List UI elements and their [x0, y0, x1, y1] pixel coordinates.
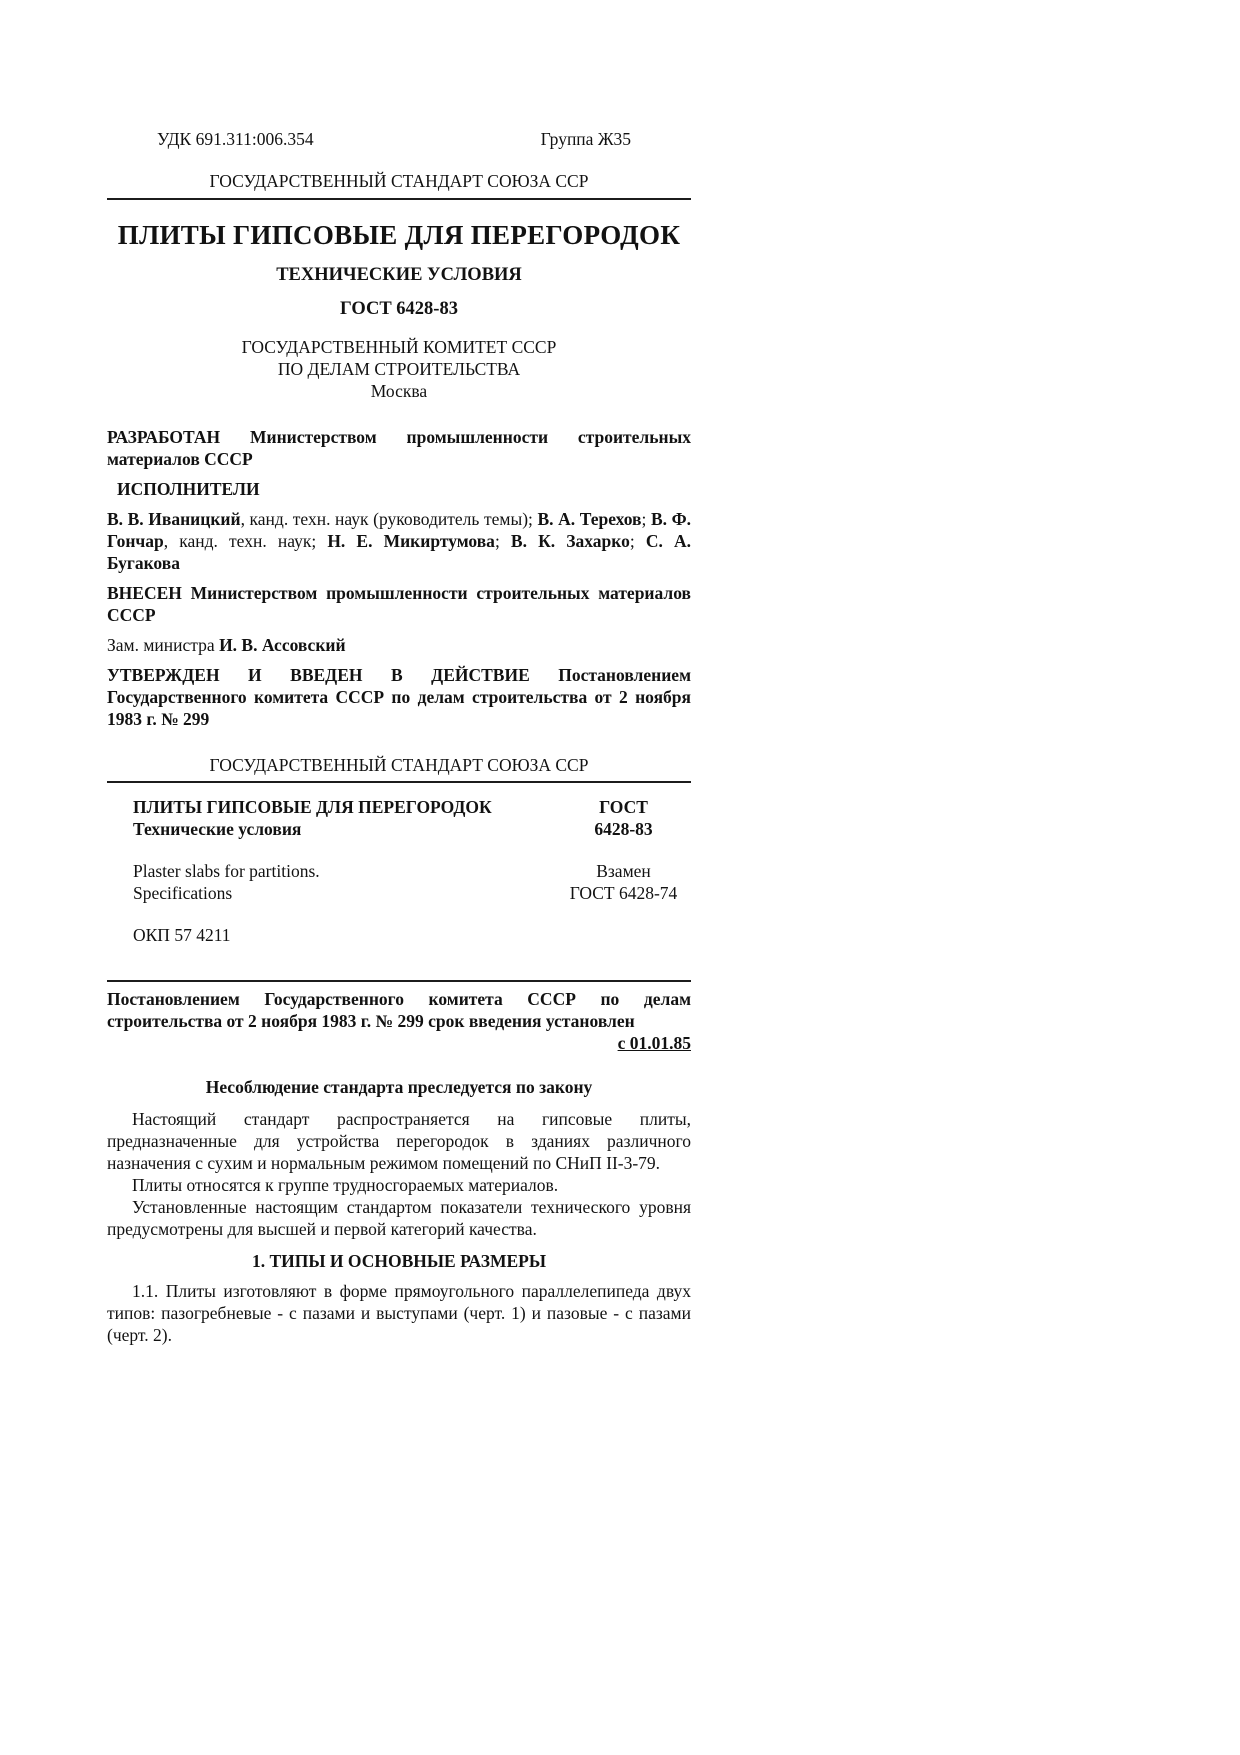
separator-1: ; — [641, 509, 651, 529]
committee-line1: ГОСУДАРСТВЕННЫЙ КОМИТЕТ СССР — [241, 337, 557, 357]
scope-paragraph: Настоящий стандарт распространяется на гипсовые плиты, предназначенные для устройства перегородок в зданиях различного назначения с сухим и нормальным режимом помещений по СНиП II-3-79. — [107, 1109, 691, 1173]
title-block-left — [107, 796, 556, 840]
approved-paragraph: УТВЕРЖДЕН И ВВЕДЕН В ДЕЙСТВИЕ Постановлением Государственного комитета СССР по делам строительства от 2 ноября 1983 г. № 299 — [107, 665, 691, 729]
executor-name-3: В. Ф. Гончар — [107, 509, 691, 551]
title-block — [107, 796, 691, 840]
replaces-value: ГОСТ 6428-74 — [569, 883, 678, 903]
english-block-left — [107, 860, 556, 904]
quality-paragraph: Установленные настоящим стандартом показатели технического уровня предусмотрены для высшей и первой категорий качества. — [107, 1197, 691, 1239]
committee-city: Москва — [370, 381, 428, 401]
horizontal-rule-enactment — [107, 980, 691, 982]
enactment-date: с 01.01.85 — [617, 1033, 691, 1053]
replaces-label: Взамен — [596, 861, 651, 881]
clause-1-1-paragraph: 1.1. Плиты изготовляют в форме прямоугольного параллелепипеда двух типов: пазогребневые - с пазами и выступами (черт. 1) и пазовые - с пазами (черт. 2). — [107, 1281, 691, 1345]
executor-name-6: С. А. Бугакова — [107, 531, 691, 573]
committee-line2: ПО ДЕЛАМ СТРОИТЕЛЬСТВА — [277, 359, 521, 379]
deputy-name: И. В. Ассовский — [219, 635, 346, 655]
standard-union-header: ГОСУДАРСТВЕННЫЙ СТАНДАРТ СОЮЗА ССР — [209, 171, 589, 191]
replaces-block — [556, 860, 691, 904]
document-title: ПЛИТЫ ГИПСОВЫЕ ДЛЯ ПЕРЕГОРОДОК — [117, 220, 681, 250]
executor-role-1: , канд. техн. наук (руководитель темы); — [240, 509, 538, 529]
executor-name-5: В. К. Захарко — [510, 531, 630, 551]
horizontal-rule-mid — [107, 781, 691, 783]
udk-number: УДК 691.311:006.354 — [157, 129, 314, 149]
title-block-name-ru: ПЛИТЫ ГИПСОВЫЕ ДЛЯ ПЕРЕГОРОДОК — [133, 797, 492, 817]
subtitle-english: Specifications — [133, 883, 233, 903]
enactment-paragraph: Постановлением Государственного комитета СССР по делам строительства от 2 ноября 1983 г. № 299 срок введения установлен — [107, 989, 691, 1031]
executor-role-2: , канд. техн. наук; — [163, 531, 328, 551]
submitted-paragraph: ВНЕСЕН Министерством промышленности строительных материалов СССР — [107, 583, 691, 625]
section-1-heading: 1. ТИПЫ И ОСНОВНЫЕ РАЗМЕРЫ — [251, 1251, 547, 1271]
title-block-subtitle-ru: Технические условия — [133, 819, 302, 839]
title-english: Plaster slabs for partitions. — [133, 861, 320, 881]
horizontal-rule-top — [107, 198, 691, 200]
title-block-gost-number: 6428-83 — [594, 819, 653, 839]
developed-paragraph: РАЗРАБОТАН Министерством промышленности строительных материалов СССР — [107, 427, 691, 469]
executors-heading: ИСПОЛНИТЕЛИ — [117, 479, 260, 499]
gost-number-heading: ГОСТ 6428-83 — [340, 299, 458, 319]
document-group: Группа Ж35 — [540, 129, 631, 149]
english-title-block — [107, 860, 691, 904]
standard-union-header-2: ГОСУДАРСТВЕННЫЙ СТАНДАРТ СОЮЗА ССР — [209, 755, 589, 775]
deputy-title: Зам. министра — [107, 635, 220, 655]
udk-group-row — [107, 128, 691, 150]
okp-code: ОКП 57 4211 — [133, 925, 231, 945]
document-content — [107, 0, 691, 1346]
committee-block — [107, 336, 691, 402]
executor-name-1: В. В. Иваницкий — [107, 509, 241, 529]
executor-name-4: Н. Е. Микиртумова — [327, 531, 495, 551]
fire-resistance-paragraph: Плиты относятся к группе трудносгораемых материалов. — [132, 1175, 559, 1195]
title-block-right — [556, 796, 691, 840]
separator-2: ; — [494, 531, 511, 551]
separator-3: ; — [629, 531, 646, 551]
law-notice: Несоблюдение стандарта преследуется по закону — [205, 1077, 593, 1097]
title-block-gost-label: ГОСТ — [599, 797, 648, 817]
executors-paragraph — [107, 508, 691, 574]
deputy-minister-line — [107, 634, 691, 656]
executor-name-2: В. А. Терехов — [537, 509, 642, 529]
document-subtitle: ТЕХНИЧЕСКИЕ УСЛОВИЯ — [276, 265, 522, 285]
